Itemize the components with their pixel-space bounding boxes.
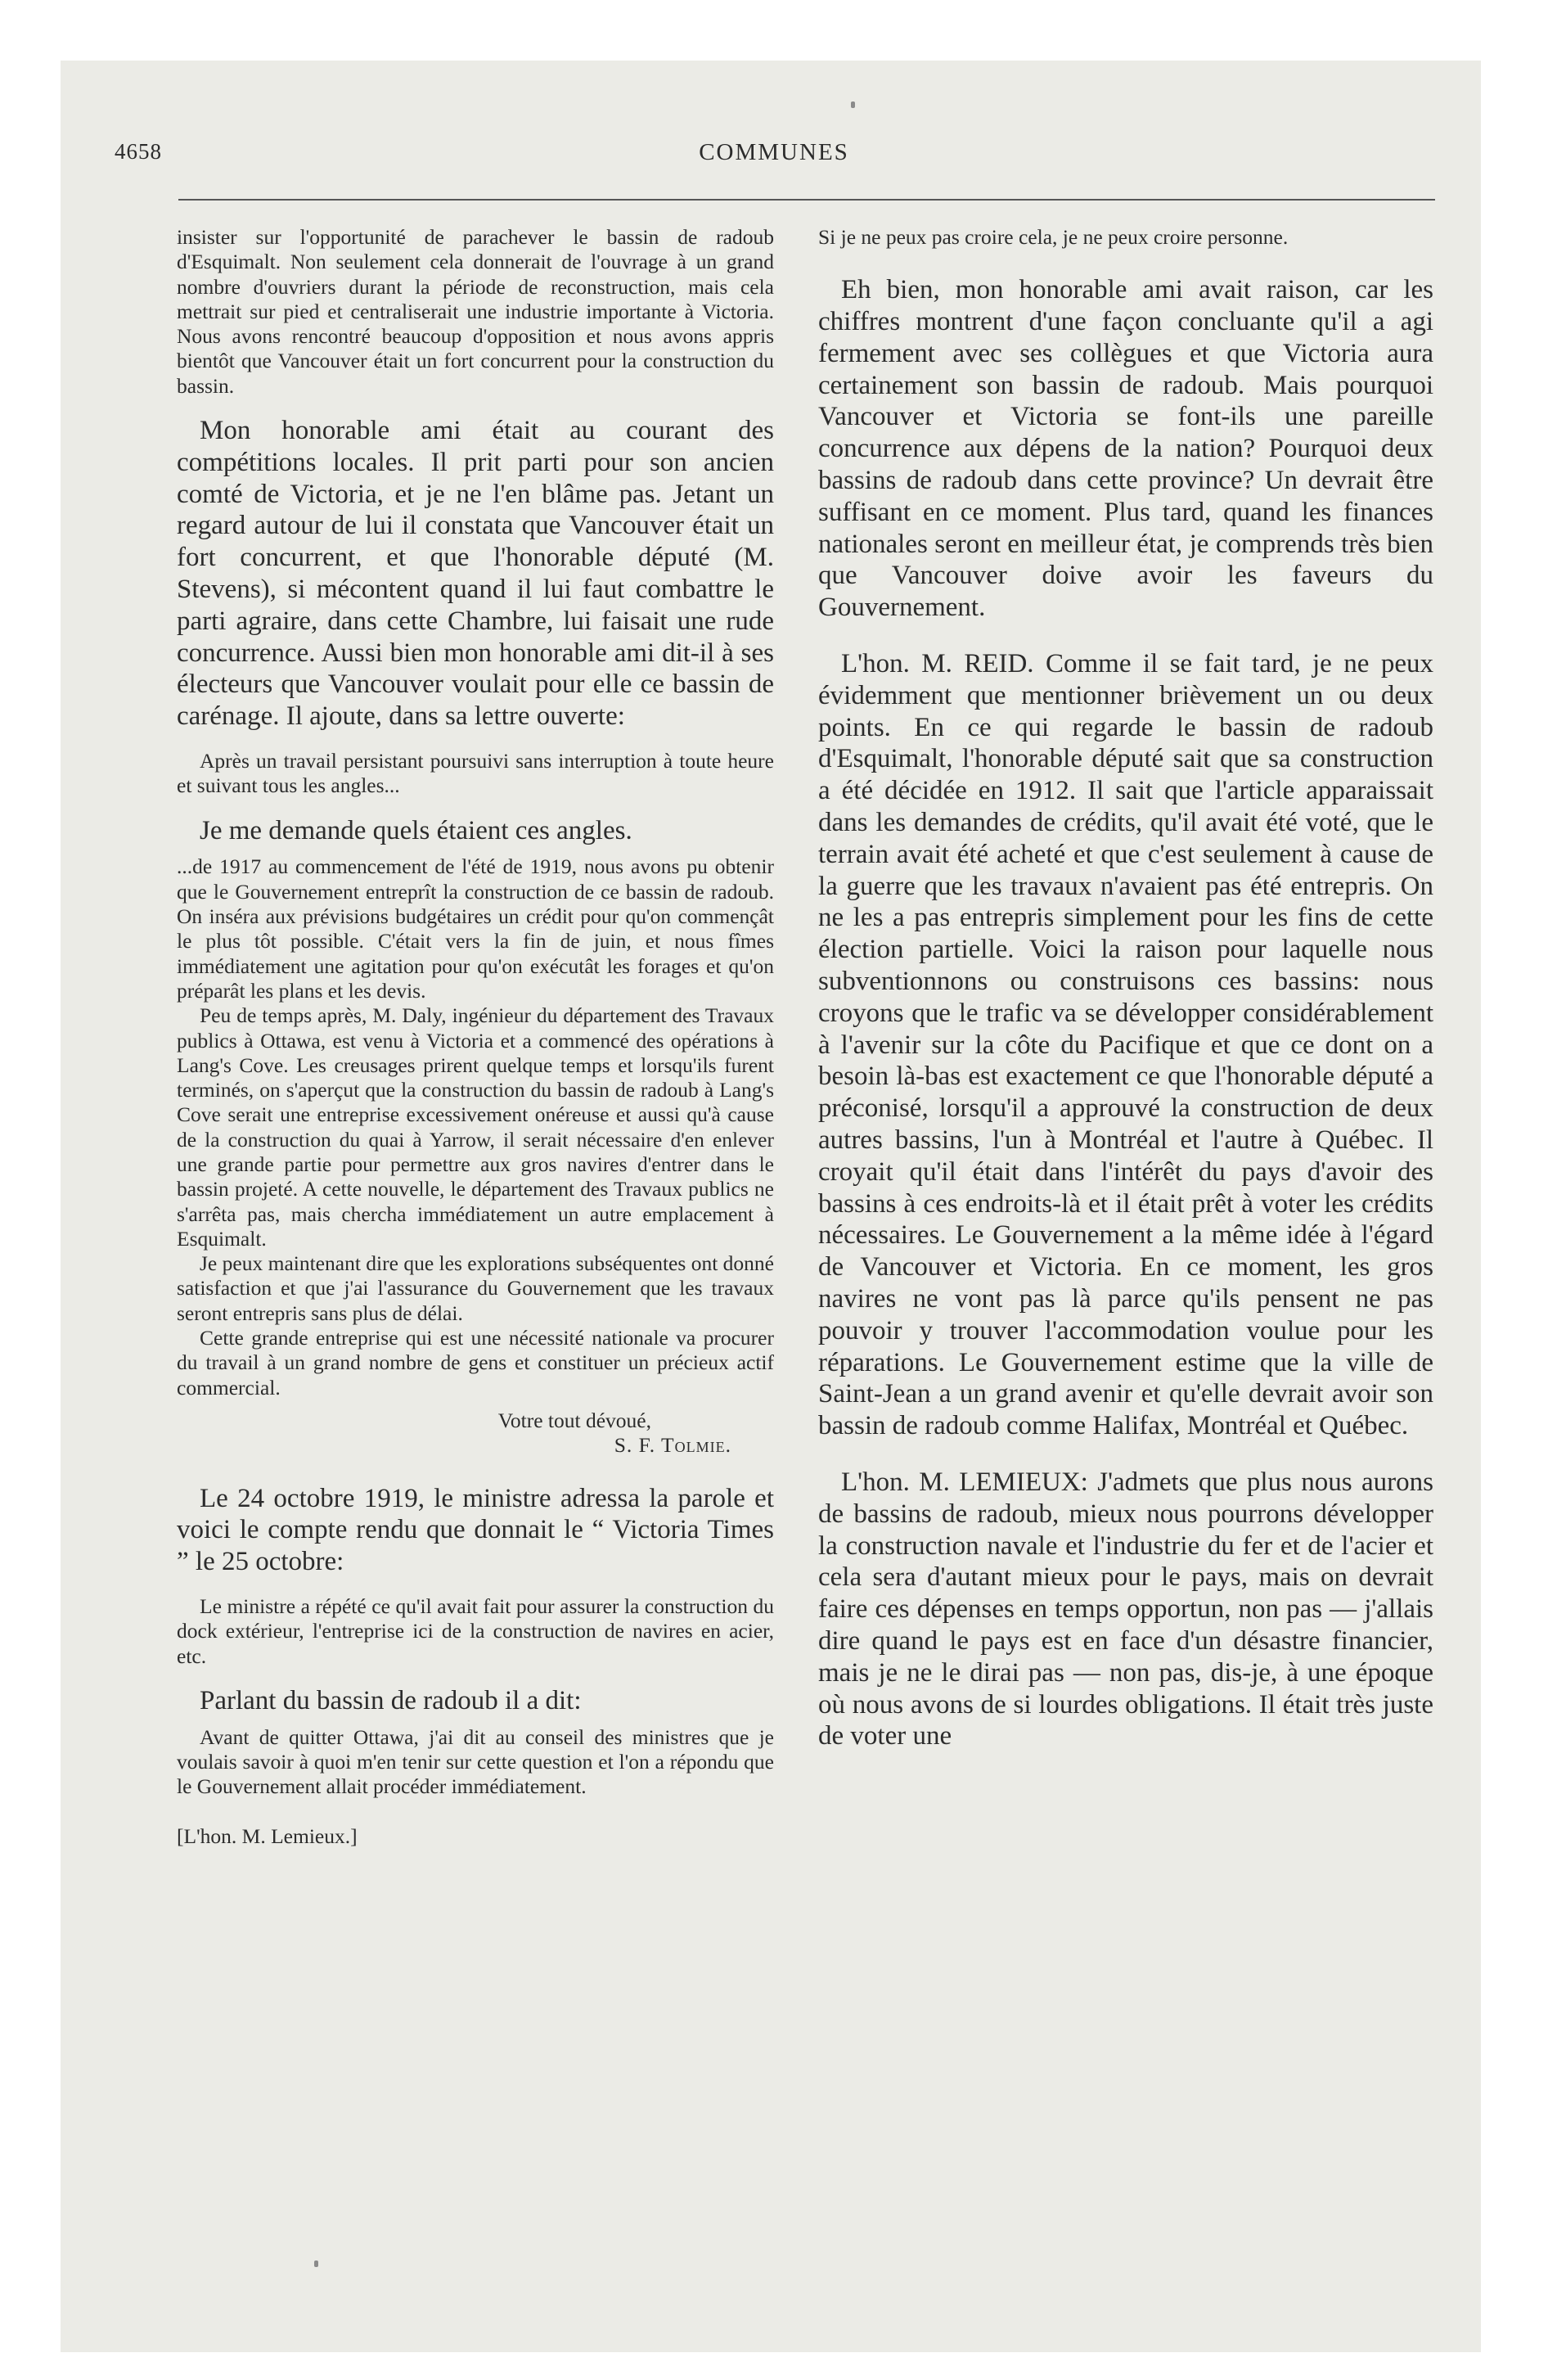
ink-speck — [851, 101, 855, 108]
letter-signature: S. F. Tolmie. — [614, 1433, 731, 1458]
quoted-letter-paragraph: Peu de temps après, M. Daly, ingénieur du département des Travaux publics à Ottawa, est venu à Victoria et a commencé des opérations à Lang's Cove. Les creusages prirent quelque temps et lorsqu'ils furent terminés, on s'aperçut que la construction du bassin de radoub à Lang's Cove serait une entreprise excessivement onéreuse et aussi qu'à cause de la construction du quai à Yarrow, il serait nécessaire d'en enlever une grande partie pour permettre aux gros navires d'entrer dans le bassin projeté. A cette nouvelle, le département des Travaux publics ne s'arrêta pas, mais chercha immédiatement un autre emplacement à Esquimalt. — [177, 1003, 774, 1251]
ink-speck — [314, 2261, 318, 2267]
quoted-letter-paragraph: Si je ne peux pas croire cela, je ne peux croire personne. — [818, 225, 1289, 249]
page-number: 4658 — [115, 139, 162, 164]
body-paragraph: Parlant du bassin de radoub il a dit: — [200, 1685, 582, 1715]
quoted-letter-paragraph: ...de 1917 au commencement de l'été de 1919, nous avons pu obtenir que le Gouvernement entreprît la construction de ce bassin de radoub. On inséra aux prévisions budgétaires un crédit pour qu'on commençât le plus tôt possible. C'était vers la fin de juin, et nous fîmes immédiatement une agitation pour qu'on exécutât les forages et qu'on préparât les plans et les devis. — [177, 854, 774, 1003]
header-rule — [178, 199, 1435, 201]
speaker-footer: [L'hon. M. Lemieux.] — [177, 1823, 358, 1848]
page-header — [115, 139, 1433, 172]
body-paragraph: Mon honorable ami était au courant des compétitions locales. Il prit parti pour son ancien comté de Victoria, et je ne l'en blâme pas. Jetant un regard autour de lui il constata que Vancouver était un fort concurrent, et que l'honorable député (M. Stevens), si mécontent quand il lui faut combattre le parti agraire, dans cette Chambre, lui faisait une rude concurrence. Aussi bien mon honorable ami dit-il à ses électeurs que Vancouver voulait pour elle ce bassin de carénage. Il ajoute, dans sa lettre ouverte: — [177, 416, 774, 732]
quoted-report-paragraph: Le ministre a répété ce qu'il avait fait pour assurer la construction du dock extérieur, l'entreprise ici de la construction de navires en acier, etc. — [177, 1593, 774, 1668]
speech-paragraph: L'hon. M. REID. Comme il se fait tard, je ne peux évidemment que mentionner brièvement un ou deux points. En ce qui regarde le bassin de radoub d'Esquimalt, l'honorable député sait que sa construction a été décidée en 1912. Il sait que l'article apparaissait dans les demandes de crédits, qu'il avait été voté, que le terrain avait été acheté et que c'est seulement à cause de la guerre que les travaux n'avaient pas été entrepris. On ne les a pas entrepris simplement pour les fins de cette élection partielle. Voici la raison pour laquelle nous subventionnons ou construisons ces bassins: nous croyons que le trafic va se développer considérablement à l'avenir sur la côte du Pacifique et que ce dont on a besoin là-bas est exactement ce que l'honorable député a préconisé, lorsqu'il a approuvé la construction de deux autres bassins, l'un à Montréal et l'autre à Québec. Il croyait qu'il était dans l'intérêt du pays d'avoir des bassins à ces endroits-là et il était prêt à voter les crédits nécessaires. Le Gouvernement a la même idée à l'égard de Vancouver et Victoria. En ce moment, les gros navires ne vont pas là parce qu'ils pensent ne pas pouvoir y trouver l'accommodation voulue pour les réparations. Le Gouvernement estime que la ville de Saint-Jean a un grand avenir et qu'elle devrait avoir son bassin de radoub comme Halifax, Montréal et Québec. — [818, 649, 1433, 1441]
quoted-report-paragraph: Avant de quitter Ottawa, j'ai dit au conseil des ministres que je voulais savoir à quoi m'en tenir sur cette question et l'on a répondu que le Gouvernement allait procéder immédiatement. — [177, 1724, 774, 1799]
quoted-letter-paragraph: Je peux maintenant dire que les explorations subséquentes ont donné satisfaction et que j'ai l'assurance du Gouvernement que les travaux seront entrepris sans plus de délai. — [177, 1251, 774, 1325]
right-column — [818, 225, 1433, 1752]
body-paragraph: Le 24 octobre 1919, le ministre adressa la parole et voici le compte rendu que donnait le “ Victoria Times ” le 25 octobre: — [177, 1483, 774, 1577]
speech-paragraph: L'hon. M. LEMIEUX: J'admets que plus nous aurons de bassins de radoub, mieux nous pourrons développer la construction navale et l'industrie du fer et de l'acier et cela sera d'autant mieux pour le pays, mais on devrait faire ces dépenses en temps opportun, non pas — j'allais dire quand le pays est en face d'un désastre financier, mais je ne le dirai pas — non pas, dis-je, à une époque où nous avons de si lourdes obligations. Il était très juste de voter une — [818, 1467, 1433, 1751]
body-paragraph: Je me demande quels étaient ces angles. — [200, 815, 632, 845]
left-column — [177, 225, 774, 1849]
quoted-letter-paragraph: Cette grande entreprise qui est une nécessité nationale va procurer du travail à un grand nombre de gens et constituer un précieux actif commercial. — [177, 1326, 774, 1400]
running-title: COMMUNES — [699, 139, 849, 165]
body-paragraph: Eh bien, mon honorable ami avait raison, car les chiffres montrent d'une façon concluante qu'il a agi fermement avec ses collègues et que Victoria aura certainement son bassin de radoub. Mais pourquoi Vancouver et Victoria se font-ils une pareille concurrence aux dépens de la nation? Pourquoi deux bassins de radoub dans cette province? Un devrait être suffisant en ce moment. Plus tard, quand les finances nationales seront en meilleur état, je comprends très bien que Vancouver doive avoir les faveurs du Gouvernement. — [818, 275, 1433, 623]
quoted-letter-paragraph: Après un travail persistant poursuivi sans interruption à toute heure et suivant tous les angles... — [177, 749, 774, 798]
letter-closing: Votre tout dévoué, — [497, 1408, 651, 1432]
quoted-letter-paragraph: insister sur l'opportunité de parachever le bassin de radoub d'Esquimalt. Non seulement cela donnerait de l'ouvrage à un grand nombre d'ouvriers durant la période de reconstruction, mais cela mettrait sur pied et centraliserait une industrie importante à Victoria. Nous avons rencontré beaucoup d'opposition et nous avons appris bientôt que Vancouver était un fort concurrent pour la construction du bassin. — [177, 225, 774, 398]
